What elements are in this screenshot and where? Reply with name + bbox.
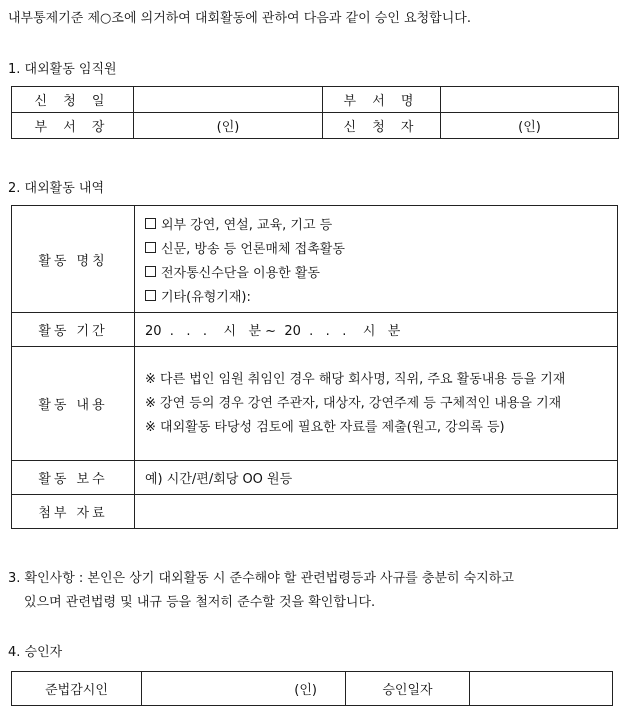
attachment-field[interactable]	[135, 495, 618, 529]
content-note: ※ 다른 법인 임원 취임인 경우 해당 회사명, 직위, 주요 활동내용 등을 기재	[145, 371, 566, 387]
activity-table	[11, 205, 618, 529]
intro-statement: 내부통제기준 제○조에 의거하여 대회활동에 관하여 다음과 같이 승인 요청합니다.	[8, 11, 471, 26]
section1-title: 1. 대외활동 임직원	[8, 62, 117, 77]
period-label: 활동 기간	[12, 313, 135, 347]
approval-date-field[interactable]	[470, 672, 613, 706]
option-other[interactable]: 기타(유형기재):	[145, 283, 617, 307]
fee-label: 활동 보수	[12, 461, 135, 495]
applicant-seal[interactable]: (인)	[441, 113, 619, 139]
employee-table	[11, 86, 619, 139]
confirmation-line: 3. 확인사항 : 본인은 상기 대외활동 시 준수해야 할 관련법령등과 사규를 충분히 숙지하고	[8, 571, 514, 586]
option-electronic[interactable]: 전자통신수단을 이용한 활동	[145, 259, 617, 283]
checkbox-icon[interactable]	[145, 290, 156, 301]
content-note: ※ 강연 등의 경우 강연 주관자, 대상자, 강연주제 등 구체적인 내용을 기재	[145, 395, 562, 411]
checkbox-icon[interactable]	[145, 266, 156, 277]
approver-table	[11, 671, 613, 706]
content-label: 활동 내용	[12, 347, 135, 461]
approval-date-label: 승인일자	[346, 672, 470, 706]
apply-date-label: 신 청 일	[12, 87, 134, 113]
attachment-label: 첨부 자료	[12, 495, 135, 529]
period-field[interactable]: 20 . . . 시 분 ~ 20 . . . 시 분	[135, 313, 618, 347]
compliance-officer-label: 준법감시인	[12, 672, 142, 706]
content-notes[interactable]	[135, 347, 618, 461]
checkbox-icon[interactable]	[145, 242, 156, 253]
dept-head-seal[interactable]: (인)	[134, 113, 323, 139]
activity-name-label: 활동 명칭	[12, 206, 135, 313]
apply-date-field[interactable]	[134, 87, 323, 113]
confirmation-text	[8, 567, 616, 615]
checkbox-icon[interactable]	[145, 218, 156, 229]
dept-head-label: 부 서 장	[12, 113, 134, 139]
dept-name-field[interactable]	[441, 87, 619, 113]
compliance-officer-seal[interactable]: (인)	[142, 672, 346, 706]
section4-title: 4. 승인자	[8, 645, 63, 660]
fee-field[interactable]: 예) 시간/편/회당 OO 원등	[135, 461, 618, 495]
confirmation-line: 있으며 관련법령 및 내규 등을 철저히 준수할 것을 확인합니다.	[24, 595, 376, 610]
activity-options	[135, 206, 618, 313]
applicant-label: 신 청 자	[323, 113, 441, 139]
option-lecture[interactable]: 외부 강연, 연설, 교육, 기고 등	[145, 211, 617, 235]
section2-title: 2. 대외활동 내역	[8, 181, 105, 196]
content-note: ※ 대외활동 타당성 검토에 필요한 자료를 제출(원고, 강의록 등)	[145, 419, 505, 435]
dept-name-label: 부 서 명	[323, 87, 441, 113]
option-media[interactable]: 신문, 방송 등 언론매체 접촉활동	[145, 235, 617, 259]
